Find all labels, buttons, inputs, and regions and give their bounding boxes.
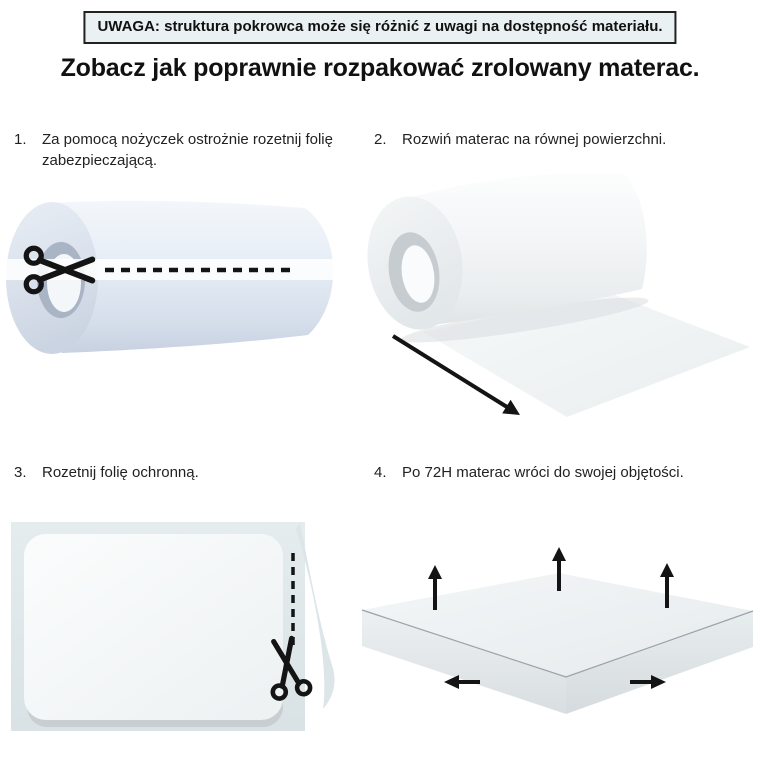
page-title: Zobacz jak poprawnie rozpakować zrolowany materac. bbox=[60, 54, 700, 82]
illustration-step-2-unrolling-mattress bbox=[360, 165, 760, 435]
step-number: 1. bbox=[14, 131, 27, 148]
step-1-caption bbox=[14, 129, 346, 171]
step-2-caption bbox=[374, 129, 756, 150]
notice-banner-text: UWAGA: struktura pokrowca może się różnić z uwagi na dostępność materiału. bbox=[97, 18, 663, 35]
step-text: Rozetnij folię ochronną. bbox=[42, 464, 199, 481]
illustration-step-1-rolled-mattress bbox=[5, 190, 355, 440]
step-number: 4. bbox=[374, 464, 387, 481]
notice-banner bbox=[83, 11, 676, 44]
mattress-slab bbox=[362, 573, 753, 714]
step-text: Rozwiń materac na równej powierzchni. bbox=[402, 131, 667, 148]
mattress-top-view bbox=[24, 534, 283, 727]
step-3-caption bbox=[14, 462, 346, 483]
step-4-caption bbox=[374, 462, 760, 483]
step-number: 2. bbox=[374, 131, 387, 148]
illustration-step-3-cutting-film bbox=[5, 515, 350, 760]
illustration-step-4-mattress-expanding bbox=[360, 515, 760, 760]
step-text: Za pomocą nożyczek ostrożnie rozetnij folię zabezpieczającą. bbox=[42, 131, 333, 169]
step-text: Po 72H materac wróci do swojej objętości. bbox=[402, 464, 684, 481]
step-number: 3. bbox=[14, 464, 27, 481]
rolled-mattress bbox=[6, 201, 353, 354]
